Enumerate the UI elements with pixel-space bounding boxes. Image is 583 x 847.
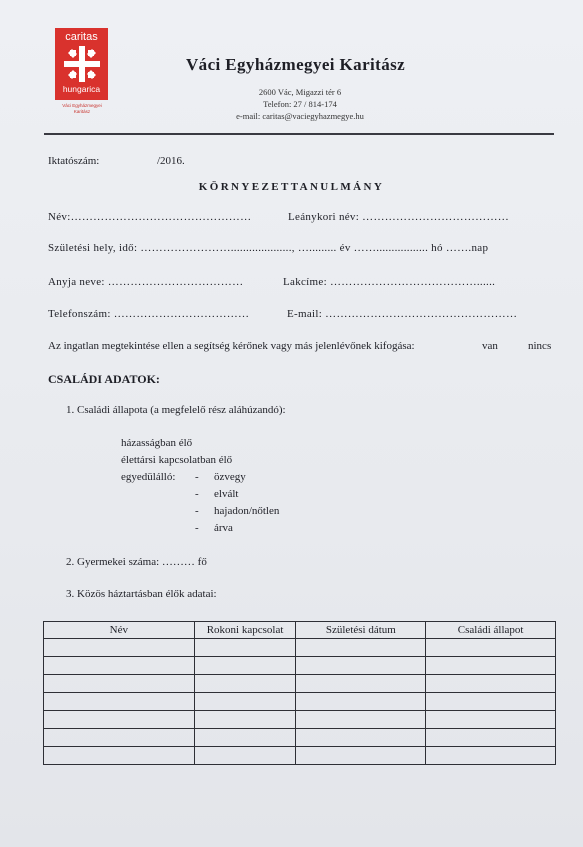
table-cell [44, 729, 195, 747]
household-members-question: 3. Közös háztartásban élők adatai: [66, 588, 217, 600]
option-dash: - [195, 488, 199, 500]
table-cell [426, 693, 556, 711]
option-widowed: özvegy [214, 471, 246, 483]
organization-name: Váci Egyházmegyei Karitász [186, 55, 406, 74]
table-cell [194, 639, 296, 657]
table-cell [194, 675, 296, 693]
objection-option-no: nincs [528, 340, 552, 352]
logo-caption-line: Karitász [73, 109, 91, 114]
option-unmarried: hajadon/nőtlen [214, 505, 280, 517]
table-cell [296, 729, 426, 747]
phone-number: Telefon: 27 / 814-174 [263, 99, 337, 109]
option-orphan: árva [214, 522, 233, 534]
table-row [44, 639, 556, 657]
status-married: házasságban élő [121, 437, 193, 449]
table-cell [44, 675, 195, 693]
table-row [44, 693, 556, 711]
table-cell [194, 657, 296, 675]
family-section-title: CSALÁDI ADATOK: [48, 372, 160, 386]
table-cell [44, 711, 195, 729]
table-cell [296, 657, 426, 675]
table-cell [296, 639, 426, 657]
table-header-row [44, 622, 556, 639]
household-members-table [43, 621, 556, 765]
table-row [44, 747, 556, 765]
table-cell [426, 657, 556, 675]
table-cell [426, 711, 556, 729]
column-header-marital-status: Családi állapot [426, 622, 556, 639]
option-divorced: elvált [214, 488, 239, 500]
option-dash: - [195, 505, 199, 517]
table-cell [44, 693, 195, 711]
birth-place-date-field: Születési hely, idő: ……………………...................., …......... év ……................. hó …….nap [48, 242, 489, 254]
children-count-question: 2. Gyermekei száma: ……… fő [66, 556, 207, 568]
header-divider [44, 133, 554, 135]
table-cell [296, 693, 426, 711]
caritas-logo [55, 28, 108, 100]
table-cell [44, 657, 195, 675]
maiden-name-field: Leánykori név: ………………………………… [288, 211, 510, 223]
option-dash: - [195, 522, 199, 534]
table-row [44, 729, 556, 747]
logo-caption-line: Váci Egyházmegyei [62, 103, 102, 108]
objection-question: Az ingatlan megtekintése ellen a segítség kérőnek vagy más jelenlévőnek kifogása: [48, 340, 415, 352]
table-cell [194, 729, 296, 747]
table-cell [194, 747, 296, 765]
table-cell [296, 747, 426, 765]
registration-number-label: Iktatószám: [48, 155, 100, 167]
logo-top-text: caritas [65, 31, 98, 43]
table-row [44, 711, 556, 729]
table-cell [426, 747, 556, 765]
status-single: egyedülálló: [121, 471, 176, 483]
column-header-birth-date: Születési dátum [296, 622, 426, 639]
table-cell [194, 693, 296, 711]
table-cell [296, 711, 426, 729]
option-dash: - [195, 471, 199, 483]
registration-number-value: /2016. [157, 155, 185, 167]
email-field: E-mail: …………………………………………… [287, 308, 518, 320]
logo-caption [50, 103, 114, 115]
mother-name-field: Anyja neve: ……………………………… [48, 276, 244, 288]
table-cell [426, 639, 556, 657]
status-partnership: élettársi kapcsolatban élő [121, 454, 233, 466]
table-cell [426, 729, 556, 747]
document-title: KÖRNYEZETTANULMÁNY [198, 181, 385, 193]
marital-status-question: 1. Családi állapota (a megfelelő rész aláhúzandó): [66, 404, 286, 416]
objection-option-yes: van [482, 340, 498, 352]
logo-bottom-text: hungarica [62, 84, 101, 94]
phone-field: Telefonszám: ……………………………… [48, 308, 250, 320]
table-row [44, 657, 556, 675]
table-cell [194, 711, 296, 729]
email-address: e-mail: caritas@vaciegyhazmegye.hu [236, 111, 364, 121]
column-header-relationship: Rokoni kapcsolat [194, 622, 296, 639]
name-field: Név:………………………………………… [48, 211, 252, 223]
table-row [44, 675, 556, 693]
postal-address: 2600 Vác, Migazzi tér 6 [258, 87, 342, 97]
column-header-name: Név [44, 622, 195, 639]
address-field: Lakcíme: …………………………………...... [283, 276, 496, 288]
table-cell [44, 639, 195, 657]
table-cell [44, 747, 195, 765]
caritas-cross-icon [62, 44, 102, 84]
table-cell [296, 675, 426, 693]
table-cell [426, 675, 556, 693]
